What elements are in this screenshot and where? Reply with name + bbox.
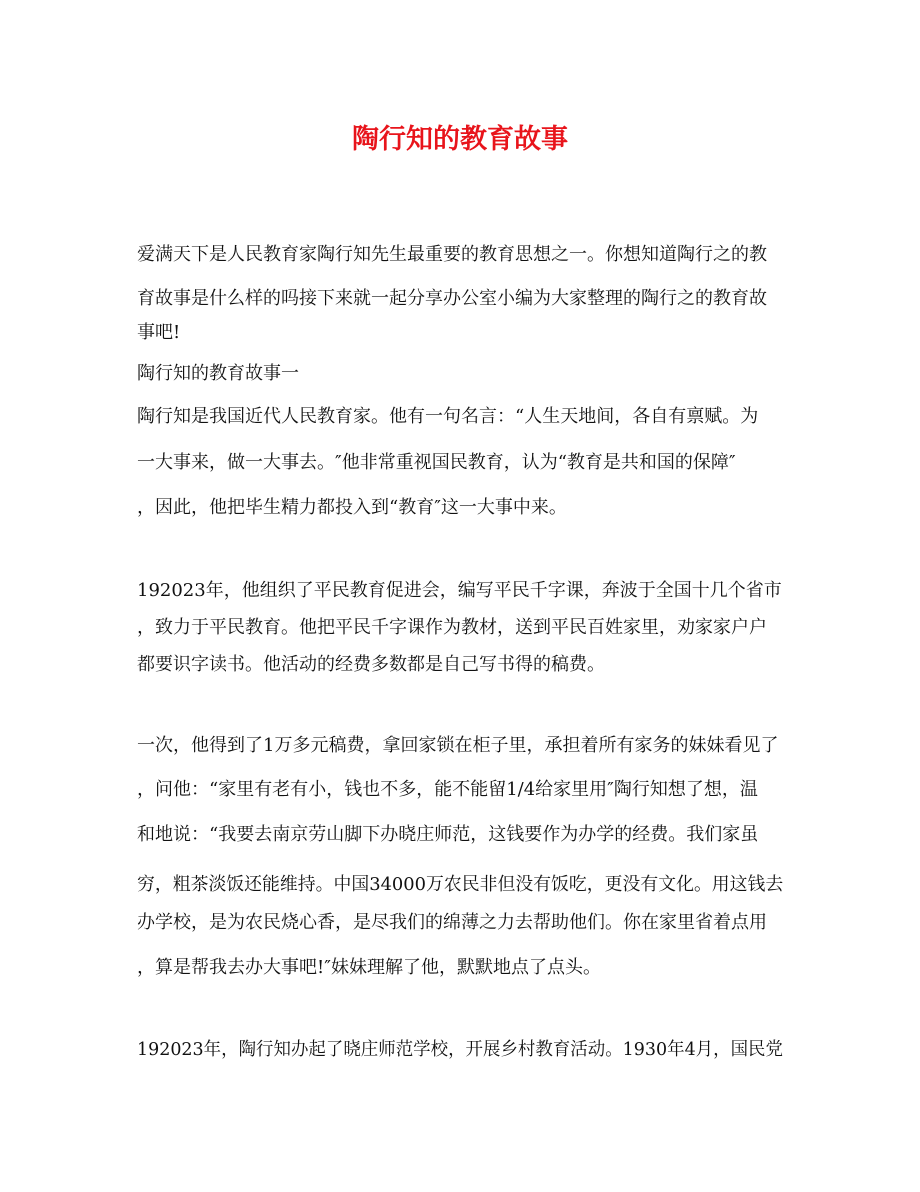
paragraph-line: ，问他：“家里有老有小，钱也不多，能不能留1/4给家里用″陶行知想了想，温 — [137, 779, 758, 800]
paragraph-line: 一大事来，做一大事去。″他非常重视国民教育，认为“教育是共和国的保障″ — [137, 452, 736, 473]
paragraph-line: 一次，他得到了1万多元稿费，拿回家锁在柜子里，承担着所有家务的妹妹看见了 — [137, 735, 779, 756]
paragraph-line: 都要识字读书。他活动的经费多数都是自己写书得的稿费。 — [137, 654, 605, 675]
section-heading: 陶行知的教育故事一 — [137, 363, 299, 384]
paragraph-line: 192023年，陶行知办起了晓庄师范学校，开展乡村教育活动。1930年4月，国民党 — [137, 1039, 783, 1060]
paragraph-line: ，致力于平民教育。他把平民千字课作为教材，送到平民百姓家里，劝家家户户 — [137, 617, 767, 638]
paragraph-line: 爱满天下是人民教育家陶行知先生最重要的教育思想之一。你想知道陶行之的教 — [137, 244, 767, 265]
paragraph-line: 事吧! — [137, 322, 181, 343]
paragraph-line: 192023年，他组织了平民教育促进会，编写平民千字课，奔波于全国十几个省市 — [137, 580, 782, 601]
paragraph-line: 和地说：“我要去南京劳山脚下办晓庄师范，这钱要作为办学的经费。我们家虽 — [137, 824, 759, 845]
paragraph-line: ，算是帮我去办大事吧!″妹妹理解了他，默默地点了点头。 — [137, 957, 601, 978]
paragraph-line: 穷，粗茶淡饭还能维持。中国34000万农民非但没有饭吃，更没有文化。用这钱去 — [137, 874, 784, 895]
document-title: 陶行知的教育故事 — [352, 124, 568, 155]
paragraph-line: 陶行知是我国近代人民教育家。他有一句名言：“人生天地间，各自有禀赋。为 — [137, 406, 759, 427]
paragraph-line: ，因此，他把毕生精力都投入到“教育″这一大事中来。 — [137, 497, 567, 518]
paragraph-line: 办学校，是为农民烧心香，是尽我们的绵薄之力去帮助他们。你在家里省着点用 — [137, 912, 767, 933]
paragraph-line: 育故事是什么样的吗接下来就一起分享办公室小编为大家整理的陶行之的教育故 — [137, 288, 767, 309]
